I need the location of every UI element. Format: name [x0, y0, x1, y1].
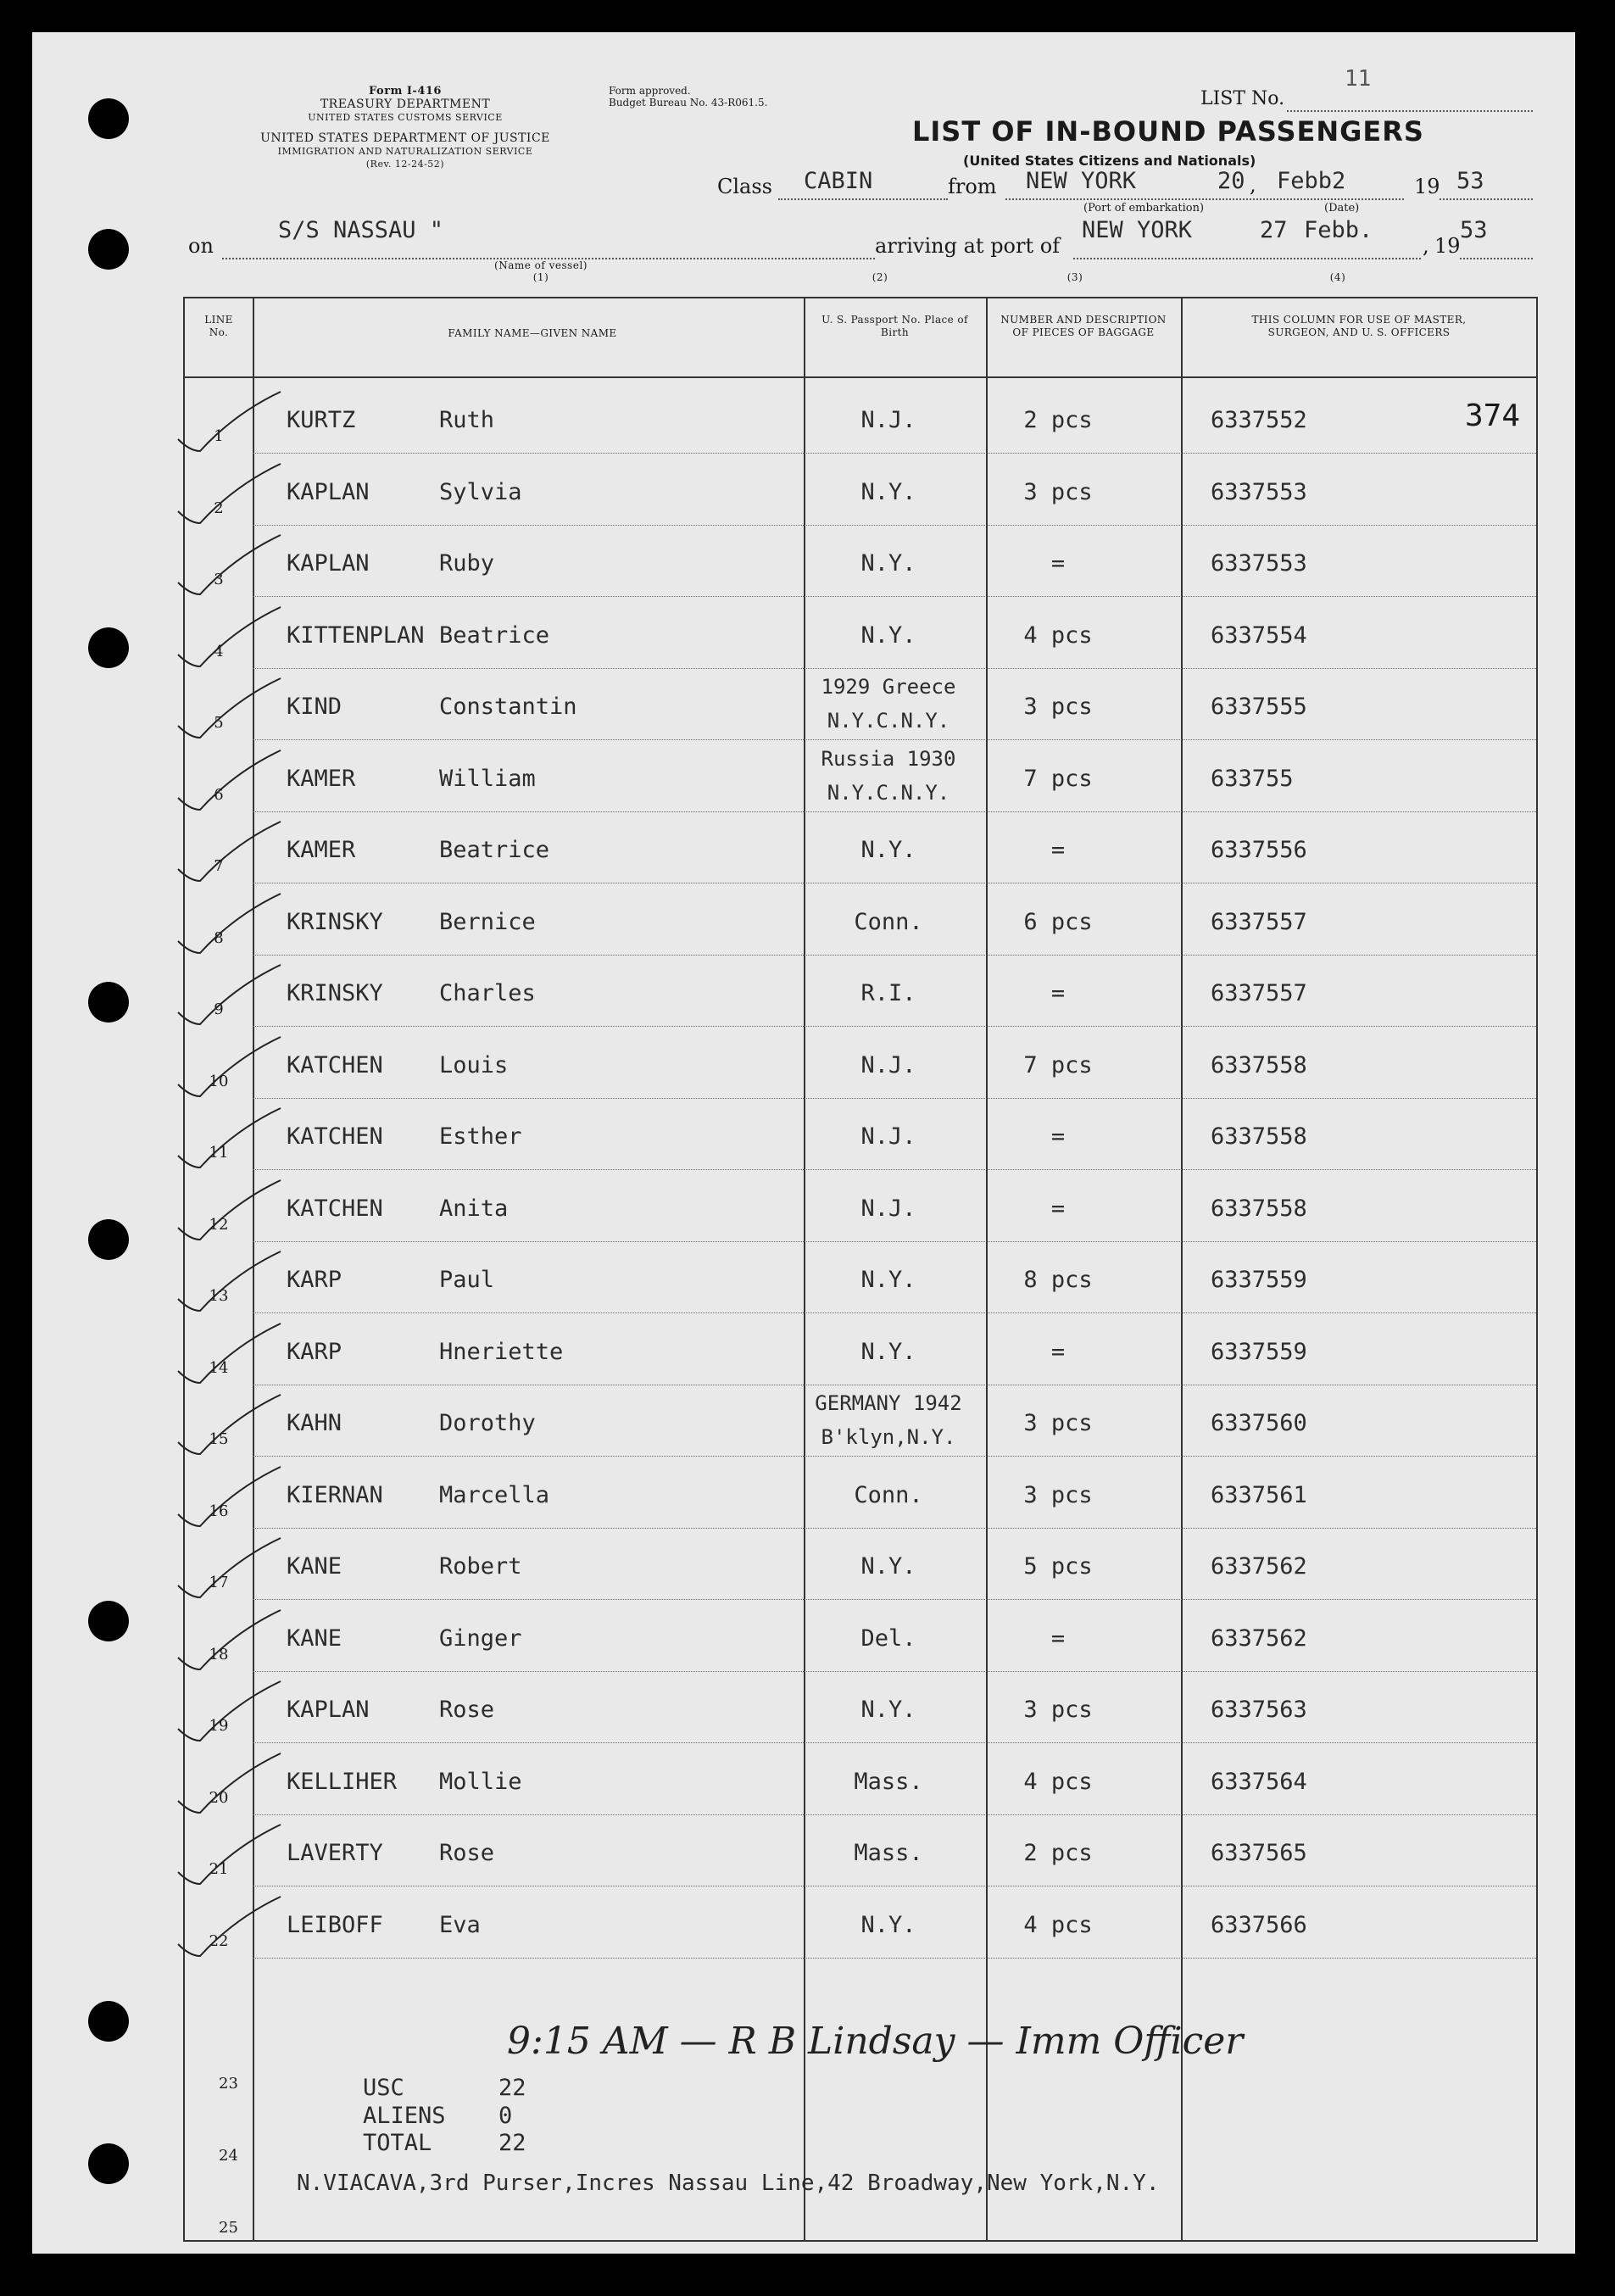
family-name: KITTENPLAN	[287, 621, 425, 649]
check-mark-icon	[175, 961, 285, 1029]
family-name: KELLIHER	[287, 1768, 398, 1795]
depart-year: 53	[1456, 168, 1484, 194]
arrive-day: 27	[1260, 217, 1288, 243]
baggage-count: =	[1050, 1624, 1066, 1652]
line-number: 13	[209, 1287, 229, 1305]
officer-number: 6337553	[1211, 478, 1307, 505]
family-name: KANE	[287, 1553, 342, 1580]
arrive-year: 53	[1460, 217, 1488, 243]
arrive-year-underline	[1460, 258, 1533, 259]
line-number: 20	[209, 1788, 229, 1807]
table-row	[185, 1743, 1536, 1814]
check-mark-icon	[175, 818, 285, 886]
col-header-baggage: NUMBER AND DESCRIPTION OF PIECES OF BAGGAGE	[1000, 314, 1167, 338]
place-of-birth: N.Y.C.N.Y.	[827, 709, 950, 733]
form-approved: Form approved.	[609, 85, 691, 97]
ins-service: IMMIGRATION AND NATURALIZATION SERVICE	[277, 146, 533, 157]
officer-number: 6337559	[1211, 1338, 1307, 1365]
officer-number: 633755	[1211, 765, 1294, 792]
port-embarkation-caption: (Port of embarkation)	[1083, 202, 1205, 215]
check-mark-icon	[175, 1320, 285, 1388]
baggage-count: 6 pcs	[1023, 908, 1093, 935]
vessel-name: S/S NASSAU "	[278, 217, 444, 243]
check-mark-icon	[175, 1750, 285, 1818]
punch-hole	[88, 1601, 129, 1641]
given-name: Ginger	[439, 1624, 522, 1652]
form-number: Form I-416	[369, 85, 442, 98]
place-of-birth: N.Y.	[860, 1267, 916, 1293]
arrive-underline	[1073, 258, 1421, 259]
baggage-count: 2 pcs	[1023, 407, 1093, 433]
officer-number: 6337556	[1211, 837, 1307, 863]
table-row	[185, 668, 1536, 739]
officer-number: 6337561	[1211, 1481, 1307, 1508]
justice-department: UNITED STATES DEPARTMENT OF JUSTICE	[260, 131, 550, 145]
table-row	[185, 1241, 1536, 1312]
check-mark-icon	[175, 1248, 285, 1316]
table-row	[185, 1528, 1536, 1599]
list-no-value: 11	[1345, 66, 1372, 92]
given-name: Louis	[439, 1051, 509, 1078]
depart-month: Febb2	[1277, 168, 1346, 194]
punch-hole	[88, 2143, 129, 2184]
place-of-birth: N.Y.	[860, 550, 916, 577]
family-name: LEIBOFF	[287, 1911, 383, 1938]
table-row	[185, 1671, 1536, 1742]
table-row	[185, 1886, 1536, 1958]
baggage-count: 4 pcs	[1023, 1911, 1093, 1938]
given-name: Robert	[439, 1553, 522, 1580]
officer-number: 6337557	[1211, 980, 1307, 1006]
total-count: 22	[498, 2130, 526, 2156]
aliens-label: ALIENS	[363, 2103, 446, 2129]
vessel-caption-number: (1)	[532, 271, 549, 283]
given-name: Rose	[439, 1697, 495, 1723]
officer-number: 6337563	[1211, 1697, 1307, 1723]
baggage-count: 5 pcs	[1023, 1553, 1093, 1580]
check-mark-icon	[175, 388, 285, 456]
line-number: 2	[214, 499, 224, 517]
place-of-birth: Mass.	[854, 1768, 923, 1795]
check-mark-icon	[175, 1177, 285, 1245]
place-of-birth: Mass.	[854, 1840, 923, 1866]
officer-number: 6337553	[1211, 550, 1307, 577]
family-name: KAMER	[287, 765, 356, 792]
check-mark-icon	[175, 1535, 285, 1602]
family-name: KURTZ	[287, 407, 356, 433]
comma: ,	[1250, 173, 1256, 197]
class-underline	[778, 198, 948, 200]
usc-label: USC	[363, 2075, 404, 2101]
line-number: 4	[214, 642, 224, 660]
col-header-name: FAMILY NAME—GIVEN NAME	[448, 327, 617, 339]
family-name: KATCHEN	[287, 1195, 383, 1222]
class-label: Class	[717, 175, 772, 198]
officer-number: 6337562	[1211, 1624, 1307, 1652]
place-of-birth: Del.	[860, 1624, 916, 1652]
check-mark-icon	[175, 1391, 285, 1459]
baggage-count: 8 pcs	[1023, 1267, 1093, 1293]
line-number: 18	[209, 1645, 229, 1663]
table-row	[185, 1170, 1536, 1241]
table-row	[185, 740, 1536, 811]
family-name: KIERNAN	[287, 1481, 383, 1508]
family-name: KARP	[287, 1338, 342, 1365]
given-name: Ruby	[439, 550, 495, 577]
family-name: KAHN	[287, 1410, 342, 1436]
table-row	[185, 883, 1536, 955]
line-number: 14	[209, 1358, 229, 1377]
given-name: William	[439, 765, 536, 792]
total-label: TOTAL	[363, 2130, 432, 2156]
table-row	[185, 1600, 1536, 1671]
page-title: LIST OF IN-BOUND PASSENGERS	[912, 115, 1424, 148]
line-number: 10	[209, 1072, 229, 1090]
line-number-24: 24	[219, 2147, 238, 2165]
given-name: Mollie	[439, 1768, 522, 1795]
line-number: 8	[214, 928, 224, 947]
line-number: 19	[209, 1717, 229, 1735]
line-number: 21	[209, 1860, 229, 1878]
col-header-line: LINE No.	[204, 314, 233, 338]
line-number: 17	[209, 1574, 229, 1591]
baggage-count: =	[1050, 980, 1066, 1006]
passenger-table	[183, 297, 1538, 2242]
col2-caption: (2)	[872, 271, 888, 283]
punch-hole	[88, 627, 129, 668]
check-mark-icon	[175, 1821, 285, 1889]
baggage-count: =	[1050, 837, 1066, 863]
given-name: Constantin	[439, 694, 577, 720]
family-name: KIND	[287, 694, 342, 720]
given-name: Hneriette	[439, 1338, 564, 1365]
table-row	[185, 1385, 1536, 1456]
given-name: Charles	[439, 980, 536, 1006]
officer-number: 6337559	[1211, 1267, 1307, 1293]
punch-hole	[88, 2001, 129, 2042]
family-name: KATCHEN	[287, 1051, 383, 1078]
check-mark-icon	[175, 890, 285, 958]
place-of-birth: N.Y.	[860, 478, 916, 505]
from-label: from	[948, 175, 997, 198]
aliens-count: 0	[498, 2103, 513, 2129]
baggage-count: 7 pcs	[1023, 1051, 1093, 1078]
place-of-birth: N.Y.	[860, 1911, 916, 1938]
officer-number: 6337554	[1211, 621, 1307, 649]
document-page	[32, 32, 1575, 2254]
place-of-birth: N.Y.	[860, 1338, 916, 1365]
place-of-birth: N.Y.	[860, 1697, 916, 1723]
class-value: CABIN	[804, 168, 873, 194]
line-number: 12	[209, 1215, 229, 1234]
line-number: 15	[209, 1430, 229, 1448]
table-row	[185, 597, 1536, 668]
year-prefix: 19	[1414, 175, 1440, 198]
baggage-count: 4 pcs	[1023, 621, 1093, 649]
table-row	[185, 525, 1536, 596]
table-row	[185, 454, 1536, 525]
place-of-birth: N.J.	[860, 1123, 916, 1150]
arrive-port: NEW YORK	[1082, 217, 1193, 243]
line-number: 11	[209, 1144, 229, 1162]
row-divider	[253, 1958, 1536, 1959]
place-of-birth: N.J.	[860, 1051, 916, 1078]
line-number: 5	[214, 714, 224, 732]
header-rule	[185, 376, 1536, 378]
officer-number: 6337558	[1211, 1195, 1307, 1222]
arrive-month: Febb.	[1304, 217, 1373, 243]
check-mark-icon	[175, 1607, 285, 1675]
place-of-birth-detail: Russia 1930	[821, 746, 956, 771]
baggage-count: 4 pcs	[1023, 1768, 1093, 1795]
table-row	[185, 1098, 1536, 1169]
table-row	[185, 1027, 1536, 1098]
family-name: KAPLAN	[287, 550, 370, 577]
family-name: KRINSKY	[287, 908, 383, 935]
family-name: KARP	[287, 1267, 342, 1293]
given-name: Eva	[439, 1911, 481, 1938]
officer-number: 6337562	[1211, 1553, 1307, 1580]
col3-caption: (3)	[1066, 271, 1083, 283]
officer-number: 6337555	[1211, 694, 1307, 720]
usc-count: 22	[498, 2075, 526, 2101]
officer-number: 6337557	[1211, 908, 1307, 935]
table-row	[185, 955, 1536, 1026]
punch-hole	[88, 229, 129, 270]
given-name: Sylvia	[439, 478, 522, 505]
check-mark-icon	[175, 1463, 285, 1531]
punch-hole	[88, 98, 129, 139]
date-caption: (Date)	[1324, 202, 1360, 215]
table-row	[185, 1814, 1536, 1886]
baggage-count: =	[1050, 1123, 1066, 1150]
place-of-birth: Conn.	[854, 1481, 923, 1508]
page-number: 374	[1465, 398, 1521, 433]
baggage-count: =	[1050, 1338, 1066, 1365]
from-underline	[1005, 198, 1404, 200]
baggage-count: 3 pcs	[1023, 1697, 1093, 1723]
given-name: Rose	[439, 1840, 495, 1866]
comma-2: ,	[1423, 234, 1429, 258]
col-header-passport: U. S. Passport No. Place of Birth	[821, 314, 968, 338]
place-of-birth: N.Y.	[860, 1553, 916, 1580]
officer-signature: 9:15 AM — R B Lindsay — Imm Officer	[507, 2020, 1244, 2063]
family-name: KANE	[287, 1624, 342, 1652]
list-no-underline	[1287, 110, 1533, 112]
line-number-25: 25	[219, 2219, 238, 2237]
place-of-birth: N.J.	[860, 407, 916, 433]
punch-hole	[88, 982, 129, 1023]
line-number-23: 23	[219, 2075, 238, 2093]
line-number: 16	[209, 1502, 229, 1520]
page-subtitle: (United States Citizens and Nationals)	[963, 153, 1256, 169]
officer-number: 6337558	[1211, 1123, 1307, 1150]
check-mark-icon	[175, 1678, 285, 1746]
baggage-count: 3 pcs	[1023, 1481, 1093, 1508]
form-revision: (Rev. 12-24-52)	[365, 159, 445, 170]
officer-number: 6337565	[1211, 1840, 1307, 1866]
table-row	[185, 1313, 1536, 1385]
col4-caption: (4)	[1329, 271, 1346, 283]
place-of-birth: Conn.	[854, 908, 923, 935]
family-name: KRINSKY	[287, 980, 383, 1006]
place-of-birth: N.Y.	[860, 621, 916, 649]
arriving-label: arriving at port of	[875, 234, 1061, 258]
table-row	[185, 1457, 1536, 1528]
place-of-birth-detail: GERMANY 1942	[815, 1391, 962, 1415]
treasury-department: TREASURY DEPARTMENT	[320, 98, 491, 111]
budget-bureau: Budget Bureau No. 43-R061.5.	[609, 97, 768, 109]
punch-hole	[88, 1219, 129, 1260]
table-row	[185, 811, 1536, 883]
place-of-birth: N.J.	[860, 1195, 916, 1222]
given-name: Anita	[439, 1195, 509, 1222]
line-number: 9	[214, 1000, 224, 1018]
check-mark-icon	[175, 1034, 285, 1101]
line-number: 6	[214, 785, 224, 804]
baggage-count: =	[1050, 1195, 1066, 1222]
officer-number: 6337552	[1211, 407, 1307, 433]
officer-number: 6337560	[1211, 1410, 1307, 1436]
family-name: LAVERTY	[287, 1840, 383, 1866]
vessel-caption: (Name of vessel)	[494, 259, 588, 271]
line-number: 22	[209, 1931, 229, 1950]
line-number: 3	[214, 571, 224, 588]
family-name: KAPLAN	[287, 478, 370, 505]
place-of-birth: N.Y.	[860, 837, 916, 863]
line-number: 7	[214, 857, 224, 875]
depart-day: 20	[1217, 168, 1245, 194]
customs-service: UNITED STATES CUSTOMS SERVICE	[308, 112, 503, 123]
officer-number: 6337566	[1211, 1911, 1307, 1938]
year-prefix-2: 19	[1434, 234, 1461, 258]
table-row	[185, 382, 1536, 453]
on-label: on	[188, 234, 214, 258]
from-value: NEW YORK	[1026, 168, 1137, 194]
check-mark-icon	[175, 675, 285, 743]
given-name: Paul	[439, 1267, 495, 1293]
baggage-count: 3 pcs	[1023, 694, 1093, 720]
check-mark-icon	[175, 1105, 285, 1173]
given-name: Beatrice	[439, 621, 550, 649]
check-mark-icon	[175, 532, 285, 599]
baggage-count: =	[1050, 550, 1066, 577]
baggage-count: 3 pcs	[1023, 478, 1093, 505]
family-name: KATCHEN	[287, 1123, 383, 1150]
officer-number: 6337564	[1211, 1768, 1307, 1795]
check-mark-icon	[175, 460, 285, 528]
family-name: KAPLAN	[287, 1697, 370, 1723]
place-of-birth-detail: 1929 Greece	[821, 675, 956, 699]
purser-line: N.VIACAVA,3rd Purser,Incres Nassau Line,42 Broadway,New York,N.Y.	[297, 2171, 1160, 2196]
place-of-birth: R.I.	[860, 980, 916, 1006]
given-name: Bernice	[439, 908, 536, 935]
given-name: Dorothy	[439, 1410, 536, 1436]
year-underline	[1440, 198, 1533, 200]
check-mark-icon	[175, 747, 285, 815]
baggage-count: 2 pcs	[1023, 1840, 1093, 1866]
line-number: 1	[214, 427, 224, 445]
check-mark-icon	[175, 1893, 285, 1961]
list-no-label: LIST No.	[1200, 88, 1285, 109]
given-name: Esther	[439, 1123, 522, 1150]
given-name: Beatrice	[439, 837, 550, 863]
given-name: Ruth	[439, 407, 495, 433]
officer-number: 6337558	[1211, 1051, 1307, 1078]
baggage-count: 3 pcs	[1023, 1410, 1093, 1436]
given-name: Marcella	[439, 1481, 550, 1508]
col-header-officers: THIS COLUMN FOR USE OF MASTER, SURGEON, AND U. S. OFFICERS	[1251, 314, 1467, 338]
family-name: KAMER	[287, 837, 356, 863]
place-of-birth: N.Y.C.N.Y.	[827, 780, 950, 805]
place-of-birth: B'klyn,N.Y.	[821, 1425, 956, 1449]
baggage-count: 7 pcs	[1023, 765, 1093, 792]
check-mark-icon	[175, 604, 285, 672]
